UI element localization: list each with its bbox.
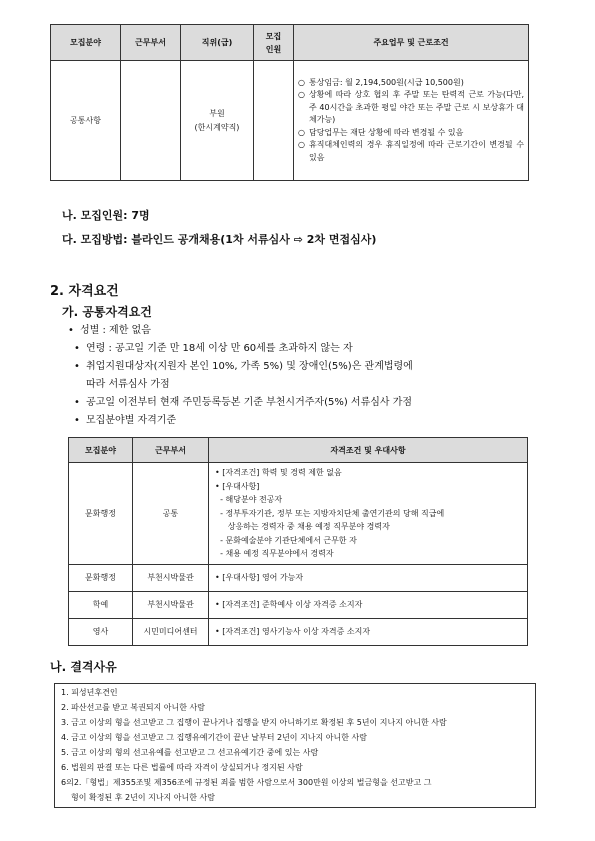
list-item: 6의2.「형법」제355조및 제356조에 규정된 죄를 범한 사람으로서 300만원 이상의 벌금형을 선고받고 그 [61,778,432,787]
header-field: 모집분야 [69,438,133,463]
cell-criteria: • [자격조건] 학력 및 경력 제한 없음 • [우대사항] - 해당분야 전공자 - 정부투자기관, 정부 또는 지방자치단체 출연기관의 당해 직급에 상응하는 경력자 중 채용 예정 직무분야 경력자 - 문화예술분야 기관단체에서 근무한 자 - 채용 예정 직무분야에서 경력자 [209,463,528,565]
duty-item: ○ 상황에 따라 상호 협의 후 주말 또는 탄력적 근로 가능(다만, 주 40시간을 초과한 평일 야간 또는 주말 근로 시 보상휴가 대체가능) [298,90,524,125]
table-row [69,591,528,618]
table-row [69,618,528,645]
list-item: 3. 금고 이상의 형을 선고받고 그 집행이 끝나거나 집행을 받지 아니하기로 확정된 후 5년이 지나지 아니한 사람 [61,718,447,727]
list-item: 5. 금고 이상의 형의 선고유예를 선고받고 그 선고유예기간 중에 있는 사람 [61,748,319,757]
employment-conditions-table [50,24,529,181]
disqualification-box [54,683,536,808]
cell-criteria: • [자격조건] 영사기능사 이상 자격증 소지자 [209,618,528,645]
list-item-continuation: 따라 서류심사 가점 [86,379,170,390]
list-item: 2. 파산선고를 받고 복권되지 아니한 사람 [61,703,205,712]
list-item: 4. 금고 이상의 형을 선고받고 그 집행유예기간이 끝난 날부터 2년이 지나지 아니한 사람 [61,733,367,742]
header-dept: 근무부서 [121,25,181,61]
recruit-count: 나. 모집인원: 7명 [62,209,150,222]
header-position: 직위(급) [181,25,254,61]
position-type: (한시계약직) [194,122,240,132]
list-item: • 성별 : 제한 없음 [68,325,151,336]
table-row [69,564,528,591]
cell-position [181,61,254,181]
cell-dept: 시민미디어센터 [133,618,209,645]
position-title: 부원 [209,108,225,118]
cell-dept: 공통 [133,463,209,565]
cell-count [254,61,294,181]
cell-field: 공통사항 [51,61,121,181]
section-qualifications-title: 2. 자격요건 [50,284,119,299]
duty-item: ○ 통상임금: 월 2,194,500원(시급 10,500원) [298,77,464,87]
table-header-row [69,438,528,463]
cell-criteria: • [자격조건] 준학예사 이상 자격증 소지자 [209,591,528,618]
cell-dept: 부천시박물관 [133,564,209,591]
cell-field: 영사 [69,618,133,645]
section-disqualification-title: 나. 결격사유 [50,660,117,674]
list-item: • 연령 : 공고일 기준 만 18세 이상 만 60세를 초과하지 않는 자 [74,343,353,354]
list-item-continuation: 형이 확정된 후 2년이 지나지 아니한 사람 [71,793,215,802]
header-duties: 주요업무 및 근로조건 [294,25,529,61]
header-count-line1: 모집 [265,31,282,41]
header-field: 모집분야 [51,25,121,61]
cell-dept: 부천시박물관 [133,591,209,618]
header-criteria: 자격조건 및 우대사항 [209,438,528,463]
list-item: 6. 법원의 판결 또는 다른 법률에 따라 자격이 상실되거나 정지된 사람 [61,763,303,772]
cell-field: 문화행정 [69,463,133,565]
header-dept: 근무부서 [133,438,209,463]
cell-field: 문화행정 [69,564,133,591]
cell-duties [294,61,529,181]
table-row [51,61,529,181]
list-item: • 모집분야별 자격기준 [74,415,177,426]
cell-criteria: • [우대사항] 영어 가능자 [209,564,528,591]
cell-field: 학예 [69,591,133,618]
list-item: • 공고일 이전부터 현재 주민등록등본 기준 부천시거주자(5%) 서류심사 가점 [74,397,413,408]
recruit-method: 다. 모집방법: 블라인드 공개채용(1차 서류심사 ⇨ 2차 면접심사) [62,233,377,246]
section-common-requirements-title: 가. 공통자격요건 [62,305,152,319]
qualification-criteria-table [68,437,528,646]
table-row [69,463,528,565]
duty-item: ○ 휴직대체인력의 경우 휴직일정에 따라 근로기간이 변경될 수 있음 [298,140,524,162]
header-count-line2: 인원 [265,44,282,54]
cell-dept [121,61,181,181]
list-item: 1. 피성년후견인 [61,688,118,697]
common-requirements-list [68,322,528,430]
table-header-row [51,25,529,61]
duty-item: ○ 담당업무는 재단 상황에 따라 변경될 수 있음 [298,127,464,137]
header-count [254,25,294,61]
list-item: • 취업지원대상자(지원자 본인 10%, 가족 5%) 및 장애인(5%)은 관계법령에 [74,361,413,372]
